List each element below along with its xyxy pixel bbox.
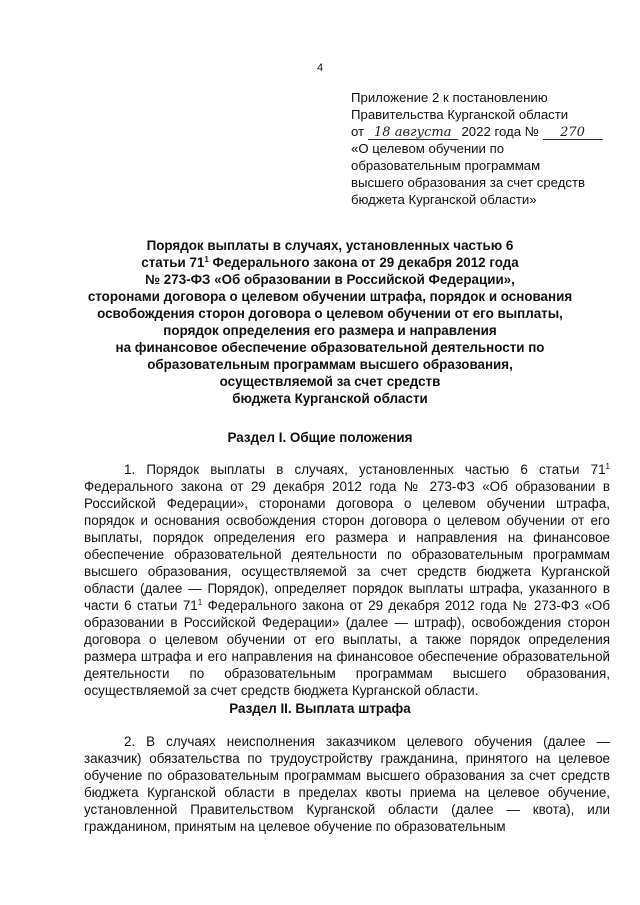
title-line: образовательным программам высшего образования, [147, 357, 513, 372]
title-line: бюджета Курганской области [232, 391, 428, 406]
appendix-year: 2022 года № [461, 124, 539, 139]
appendix-date-line [351, 123, 621, 140]
section-heading: Раздел I. Общие положения [227, 430, 413, 445]
title-line: на финансовое обеспечение образовательной деятельности по [115, 340, 545, 355]
title-line [40, 254, 620, 271]
paragraph-text: Федерального закона от 29 декабря 2012 года № 273-ФЗ «Об образовании в Российской Федерации», сторонами договора о целевом обучении штрафа, порядок и основания освобождения сторон договора о целевом обучении от его выплаты, порядок определения его размера и направления на финансовое обеспечение образовательной деятельности по образовательным программам высшего образования, осуществляемой за счет средств бюджета Курганской области (далее — Порядок), определяет порядок выплаты штрафа, указанного в части 6 статьи 71 [84, 479, 610, 613]
page-number: 4 [316, 62, 324, 74]
handwritten-date: 18 августа [368, 126, 458, 140]
title-text: статьи 71 [141, 255, 205, 270]
title-superscript: 1 [204, 255, 209, 264]
appendix-line: образовательным программам [351, 158, 541, 173]
paragraph-text: 1. Порядок выплаты в случаях, установленных частью 6 статьи 71 [124, 462, 606, 477]
paragraph-text: Федерального закона от 29 декабря 2012 года № 273-ФЗ «Об образовании в Российской Федерации» (далее — штраф), освобождения сторон договора о целевом обучении от его выплаты, а также порядок определения размера штрафа и его направления на финансовое обеспечение образовательной деятельности по образовательным программам высшего образования, осуществляемой за счет средств бюджета Курганской области. [84, 598, 610, 698]
appendix-prefix: от [351, 124, 365, 139]
paragraph-1 [84, 461, 610, 699]
superscript: 1 [197, 598, 203, 607]
appendix-block [351, 89, 621, 208]
title-line: порядок определения его размера и направления [163, 323, 497, 338]
section-heading: Раздел II. Выплата штрафа [229, 701, 411, 716]
paragraph-2: 2. В случаях неисполнения заказчиком целевого обучения (далее — заказчик) обязательства по трудоустройству гражданина, принятого на целевое обучение по образовательным программам высшего образования за счет средств бюджета Курганской области в пределах квоты приема на целевое обучение, установленной Правительством Курганской области (далее — квота), или гражданином, принятым на целевое обучение по образовательным [84, 734, 610, 834]
appendix-line: высшего образования за счет средств [351, 175, 586, 190]
appendix-line: «О целевом обучении по [351, 141, 505, 156]
title-text: Федерального закона от 29 декабря 2012 года [208, 255, 519, 270]
title-line: сторонами договора о целевом обучении штрафа, порядок и основания [87, 289, 573, 304]
document-title [40, 237, 620, 407]
title-line: осуществляемой за счет средств [219, 374, 441, 389]
title-line: Порядок выплаты в случаях, установленных частью 6 [146, 238, 514, 253]
handwritten-number: 270 [543, 126, 603, 140]
title-line: освобождения сторон договора о целевом обучении от его выплаты, [97, 306, 563, 321]
appendix-line: бюджета Курганской области» [351, 192, 537, 207]
appendix-line: Правительства Курганской области [351, 107, 569, 122]
superscript: 1 [605, 462, 610, 471]
appendix-line: Приложение 2 к постановлению [351, 90, 548, 105]
title-line: № 273-ФЗ «Об образовании в Российской Федерации», [145, 272, 515, 287]
